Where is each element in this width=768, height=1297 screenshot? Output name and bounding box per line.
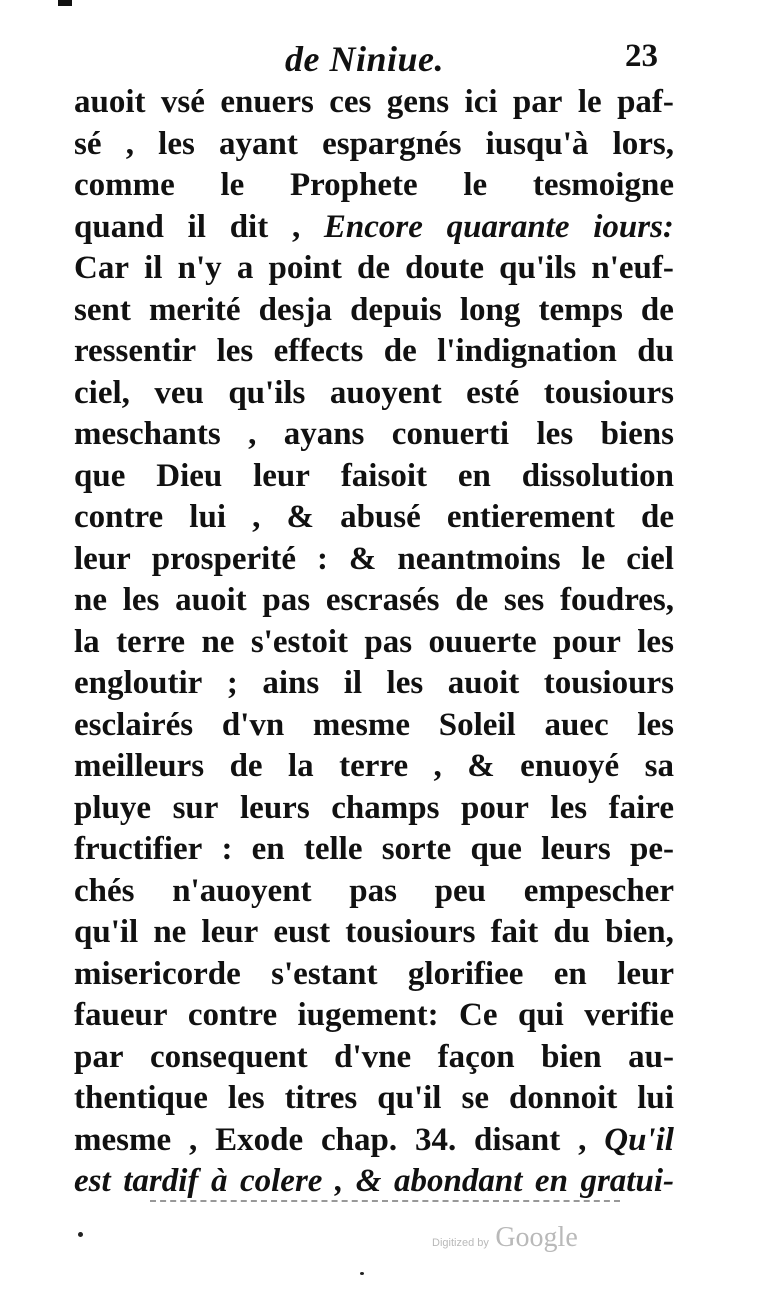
body-text: [74, 82, 674, 1203]
text-line: fructifier : en telle sorte que leurs pe-: [74, 831, 674, 867]
text-line: meschants , ayans conuerti les biens: [74, 416, 674, 452]
text-line: sé , les ayant espargnés iusqu'à lors,: [74, 125, 674, 162]
text-line: leur prosperité : & neantmoins le ciel: [74, 540, 674, 577]
google-logo: Google: [495, 1222, 578, 1253]
text-line: auoit vsé enuers ces gens ici par le paf-: [74, 84, 674, 120]
digitized-watermark: [432, 1222, 578, 1254]
text-line: chés n'auoyent pas peu empescher: [74, 872, 674, 909]
text-line: par consequent d'vne façon bien au-: [74, 1038, 674, 1075]
text-line: comme le Prophete le tesmoigne: [74, 167, 674, 203]
text-line: engloutir ; ains il les auoit tousiours: [74, 665, 674, 701]
text-line: ressentir les effects de l'indignation du: [74, 333, 674, 369]
ink-speck: [78, 1232, 83, 1237]
text-line: thentique les titres qu'il se donnoit lui: [74, 1080, 674, 1116]
text-line: qu'il ne leur eust tousiours fait du bien,: [74, 914, 674, 950]
text-line: ciel, veu qu'ils auoyent esté tousiours: [74, 374, 674, 411]
bottom-rule: [150, 1200, 620, 1202]
text-line: faueur contre iugement: Ce qui verifie: [74, 997, 674, 1033]
text-line: ne les auoit pas escrasés de ses foudres,: [74, 582, 674, 618]
ink-speck: [360, 1272, 364, 1275]
text-line: esclairés d'vn mesme Soleil auec les: [74, 706, 674, 743]
text-line: la terre ne s'estoit pas ouuerte pour les: [74, 623, 674, 660]
digitized-by-label: Digitized by: [432, 1237, 489, 1249]
text-line: misericorde s'estant glorifiee en leur: [74, 955, 674, 992]
text-line: sent merité desja depuis long temps de: [74, 291, 674, 328]
text-line: meilleurs de la terre , & enuoyé sa: [74, 748, 674, 784]
text-line: Car il n'y a point de doute qu'ils n'euf-: [74, 250, 674, 286]
text-line: pluye sur leurs champs pour les faire: [74, 789, 674, 826]
text-line: mesme , Exode chap. 34. disant , Qu'il: [74, 1121, 674, 1158]
text-line: est tardif à colere , & abondant en gratui-: [74, 1163, 674, 1199]
running-title: de Niniue.: [285, 39, 445, 79]
corner-ink-mark: [58, 0, 72, 6]
text-line: contre lui , & abusé entierement de: [74, 499, 674, 535]
text-line: que Dieu leur faisoit en dissolution: [74, 457, 674, 494]
page-number: 23: [625, 38, 658, 74]
text-line: quand il dit , Encore quarante iours:: [74, 208, 674, 245]
